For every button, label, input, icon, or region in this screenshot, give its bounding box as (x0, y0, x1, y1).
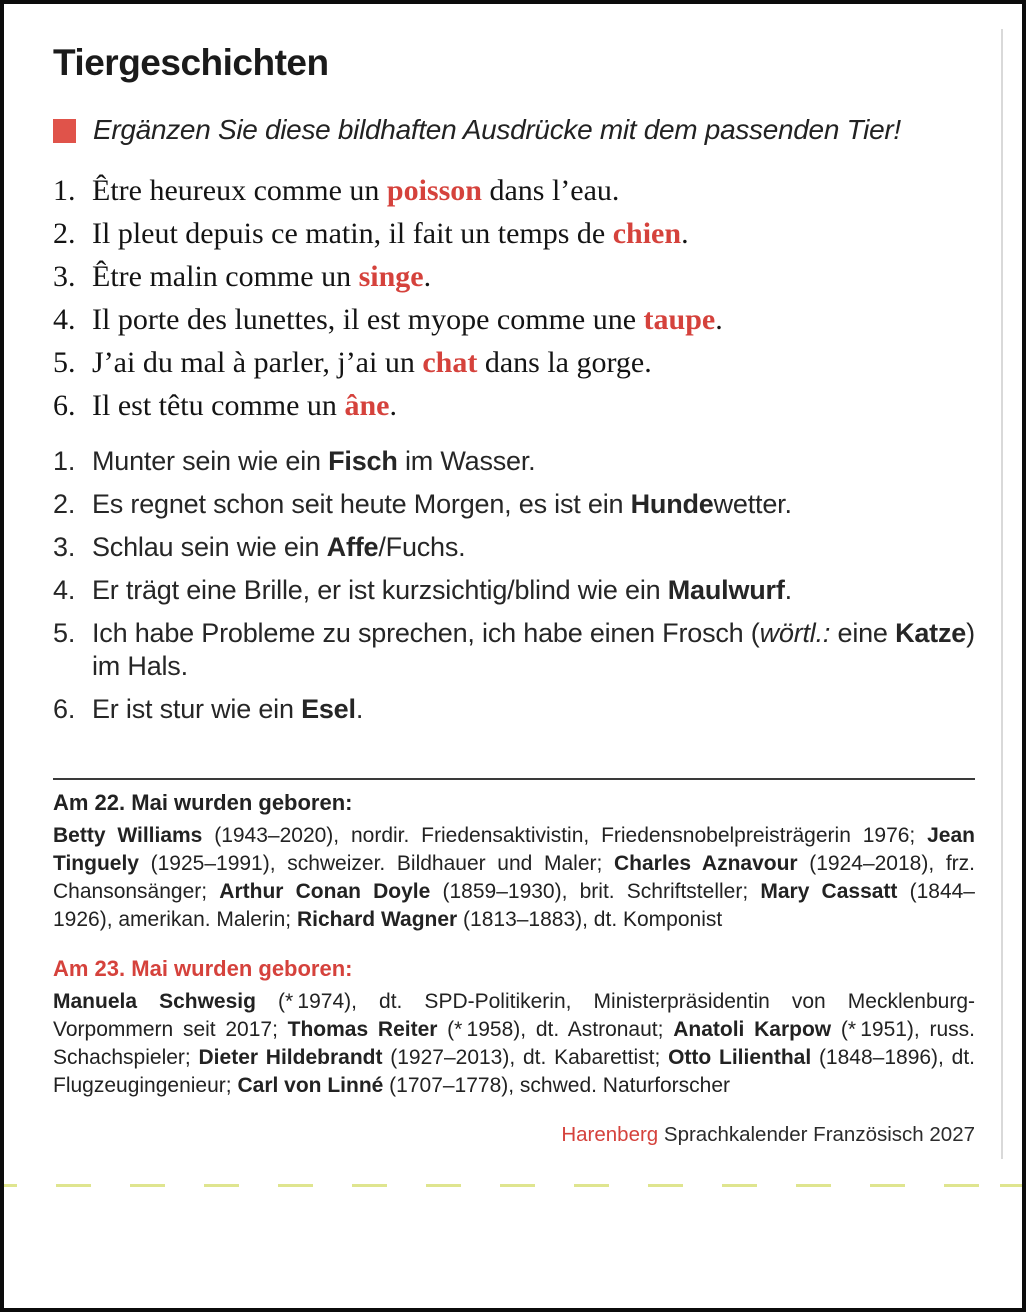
answer-word: chat (422, 345, 478, 379)
birthdays-text-may22 (53, 822, 975, 934)
bold-term: Carl von Linné (237, 1073, 384, 1097)
text-run: (1925–1991), schweizer. Bildhauer und Maler; (138, 851, 614, 875)
scan-edge-line (1001, 29, 1003, 1159)
item-number: 2. (53, 488, 76, 519)
list-item (53, 169, 975, 212)
text-run: /Fuchs. (378, 531, 466, 562)
item-number: 2. (53, 216, 76, 250)
text-run: Il est têtu comme un (92, 388, 345, 422)
text-run: (1707–1778), schwed. Naturforscher (383, 1073, 731, 1097)
publisher-product: Sprachkalender Französisch 2027 (658, 1122, 975, 1146)
item-number: 1. (53, 173, 76, 207)
text-run: . (681, 216, 689, 250)
answer-word: âne (344, 388, 390, 422)
answer-word: taupe (643, 302, 716, 336)
text-run: Munter sein wie ein (92, 445, 329, 476)
text-run: (1924–2018), frz. Chansonsänger; (53, 851, 975, 903)
french-idiom-list (53, 169, 975, 427)
list-item (53, 693, 975, 726)
text-run: Il porte des lunettes, il est myope comme une (92, 302, 644, 336)
text-run: (* 1974), dt. SPD-Politikerin, Ministerpräsidentin von Mecklenburg-Vorpommern seit 2017; (53, 989, 975, 1041)
text-run: . (423, 259, 432, 293)
text-run: . (355, 693, 364, 724)
item-number: 6. (53, 388, 76, 422)
text-run: wörtl.: (759, 617, 831, 648)
text-run: (* 1951), russ. Schachspieler; (53, 1017, 975, 1069)
item-text (92, 212, 975, 255)
item-text (92, 255, 975, 298)
answer-word: singe (358, 259, 424, 293)
text-run: wetter. (713, 488, 792, 519)
text-run: Il pleut depuis ce matin, il fait un temps de (92, 216, 613, 250)
item-text (92, 298, 975, 341)
item-text (92, 617, 975, 683)
perforation-line (4, 1184, 1022, 1187)
item-number: 3. (53, 531, 76, 562)
text-run: (* 1958), dt. Astronaut; (437, 1017, 674, 1041)
list-item (53, 298, 975, 341)
text-run: (1848–1896), dt. Flugzeugingenieur; (53, 1045, 975, 1097)
item-text (92, 169, 975, 212)
item-number: 1. (53, 445, 76, 476)
item-number: 5. (53, 617, 76, 648)
text-run: . (389, 388, 397, 422)
text-run: im Wasser. (397, 445, 536, 476)
list-item (53, 531, 975, 564)
bold-term: Katze (895, 617, 967, 648)
text-run: J’ai du mal à parler, j’ai un (92, 345, 423, 379)
bold-term: Hunde (630, 488, 714, 519)
bold-term: Esel (301, 693, 356, 724)
text-run: (1859–1930), brit. Schriftsteller; (430, 879, 761, 903)
bold-term: Affe (326, 531, 379, 562)
text-run: (1943–2020), nordir. Friedensaktivistin, Friedensnobelpreisträgerin 1976; (202, 823, 928, 847)
text-run: ) im Hals. (92, 617, 975, 681)
bold-term: Jean Tinguely (53, 823, 975, 875)
publisher-brand: Harenberg (561, 1122, 659, 1146)
red-square-bullet-icon (53, 119, 76, 143)
answer-word: poisson (386, 173, 482, 207)
text-run: dans l’eau. (481, 173, 620, 207)
birthdays-text-may23 (53, 988, 975, 1100)
bold-term: Arthur Conan Doyle (219, 879, 431, 903)
item-text (92, 693, 975, 726)
text-run: (1844–1926), amerikan. Malerin; (53, 879, 975, 931)
text-run: dans la gorge. (477, 345, 652, 379)
list-item (53, 445, 975, 478)
list-item (53, 617, 975, 683)
text-run: eine (830, 617, 896, 648)
bold-term: Mary Cassatt (760, 879, 898, 903)
text-run: Er trägt eine Brille, er ist kurzsichtig/blind wie ein (92, 574, 668, 605)
text-run: (1813–1883), dt. Komponist (457, 907, 723, 931)
list-item (53, 384, 975, 427)
item-text (92, 445, 975, 478)
list-item (53, 255, 975, 298)
section-divider (53, 778, 975, 780)
instruction-row (53, 113, 975, 147)
item-number: 5. (53, 345, 76, 379)
bold-term: Dieter Hildebrandt (198, 1045, 383, 1069)
item-text (92, 488, 975, 521)
list-item (53, 212, 975, 255)
answer-word: chien (612, 216, 682, 250)
item-text (92, 341, 975, 384)
bold-term: Fisch (328, 445, 398, 476)
text-run: Être malin comme un (92, 259, 359, 293)
list-item (53, 488, 975, 521)
item-text (92, 384, 975, 427)
item-number: 3. (53, 259, 76, 293)
publisher-footer (53, 1122, 975, 1148)
birthdays-heading-may23: Am 23. Mai wurden geboren: (53, 955, 353, 981)
text-run: Er ist stur wie ein (92, 693, 302, 724)
bold-term: Charles Aznavour (613, 851, 798, 875)
bold-term: Otto Lilienthal (668, 1045, 812, 1069)
text-run: Schlau sein wie ein (92, 531, 327, 562)
text-run: Es regnet schon seit heute Morgen, es ist ein (92, 488, 631, 519)
german-translation-list (53, 445, 975, 726)
list-item (53, 574, 975, 607)
bold-term: Anatoli Karpow (673, 1017, 832, 1041)
text-run: . (784, 574, 792, 605)
item-text (92, 574, 975, 607)
page-title: Tiergeschichten (53, 42, 329, 83)
text-run: . (715, 302, 723, 336)
birthdays-heading-may22: Am 22. Mai wurden geboren: (53, 789, 353, 815)
page-content (4, 44, 1022, 1148)
item-number: 4. (53, 302, 76, 336)
bold-term: Thomas Reiter (287, 1017, 438, 1041)
text-run: (1927–2013), dt. Kabarettist; (382, 1045, 669, 1069)
item-text (92, 531, 975, 564)
text-run: Être heureux comme un (92, 173, 387, 207)
item-number: 6. (53, 693, 76, 724)
text-run: Ich habe Probleme zu sprechen, ich habe einen Frosch ( (92, 617, 760, 648)
bold-term: Betty Williams (53, 823, 203, 847)
instruction-text: Ergänzen Sie diese bildhaften Ausdrücke mit dem passenden Tier! (93, 113, 901, 145)
list-item (53, 341, 975, 384)
bold-term: Manuela Schwesig (53, 989, 256, 1013)
item-number: 4. (53, 574, 76, 605)
bold-term: Richard Wagner (296, 907, 458, 931)
bold-term: Maulwurf (667, 574, 785, 605)
